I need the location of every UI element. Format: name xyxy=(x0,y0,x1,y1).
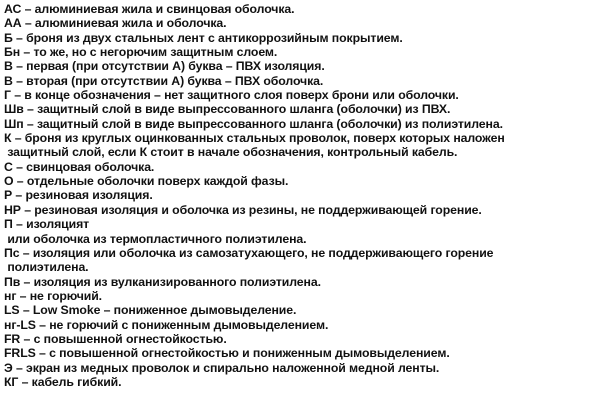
legend-line: НР – резиновая изоляция и оболочка из резины, не поддерживающей горение. xyxy=(4,202,482,217)
legend-line: КГ – кабель гибкий. xyxy=(4,374,122,389)
legend-line: FR – с повышенной огнестойкостью. xyxy=(4,331,227,346)
legend-line: Э – экран из медных проволок и спирально наложенной медной ленты. xyxy=(4,360,440,375)
legend-line: Шп – защитный слой в виде выпрессованного шланга (оболочки) из полиэтилена. xyxy=(4,116,503,131)
legend-line: С – свинцовая оболочка. xyxy=(4,159,155,174)
legend-line: Б – броня из двух стальных лент с антикоррозийным покрытием. xyxy=(4,30,403,45)
legend-line: В – вторая (при отсутствии А) буква – ПВХ оболочка. xyxy=(4,73,324,88)
legend-line: К – броня из круглых оцинкованных стальных проволок, поверх которых наложен xyxy=(4,131,505,146)
legend-line: В – первая (при отсутствии А) буква – ПВХ изоляция. xyxy=(4,59,325,74)
legend-line: Пс – изоляция или оболочка из самозатухающего, не поддерживающего горение xyxy=(4,245,494,260)
legend-line: Г – в конце обозначения – нет защитного слоя поверх брони или оболочки. xyxy=(4,88,459,103)
legend-line-continuation: защитный слой, если К стоит в начале обозначения, контрольный кабель. xyxy=(4,145,458,160)
legend-line: АС – алюминиевая жила и свинцовая оболочка. xyxy=(4,2,295,16)
legend-line: АА – алюминиевая жила и оболочка. xyxy=(4,16,227,31)
legend-line: Р – резиновая изоляция. xyxy=(4,188,153,203)
legend-line: Пв – изоляция из вулканизированного полиэтилена. xyxy=(4,274,321,289)
legend-line: Бн – то же, но с негорючим защитным слоем. xyxy=(4,45,278,60)
legend-line: Шв – защитный слой в виде выпрессованного шланга (оболочки) из ПВХ. xyxy=(4,102,451,117)
legend-line-continuation: или оболочка из термопластичного полиэтилена. xyxy=(4,231,307,246)
legend-line: нг-LS – не горючий с пониженным дымовыделением. xyxy=(4,317,329,332)
legend-line: LS – Low Smoke – пониженное дымовыделение. xyxy=(4,303,297,318)
legend-line: нг – не горючий. xyxy=(4,288,102,303)
legend-line-continuation: полиэтилена. xyxy=(4,260,89,275)
legend-line: FRLS – с повышенной огнестойкостью и пониженным дымовыделением. xyxy=(4,346,450,361)
legend-line: П – изоляцият xyxy=(4,217,90,232)
legend-line: О – отдельные оболочки поверх каждой фазы. xyxy=(4,174,289,189)
